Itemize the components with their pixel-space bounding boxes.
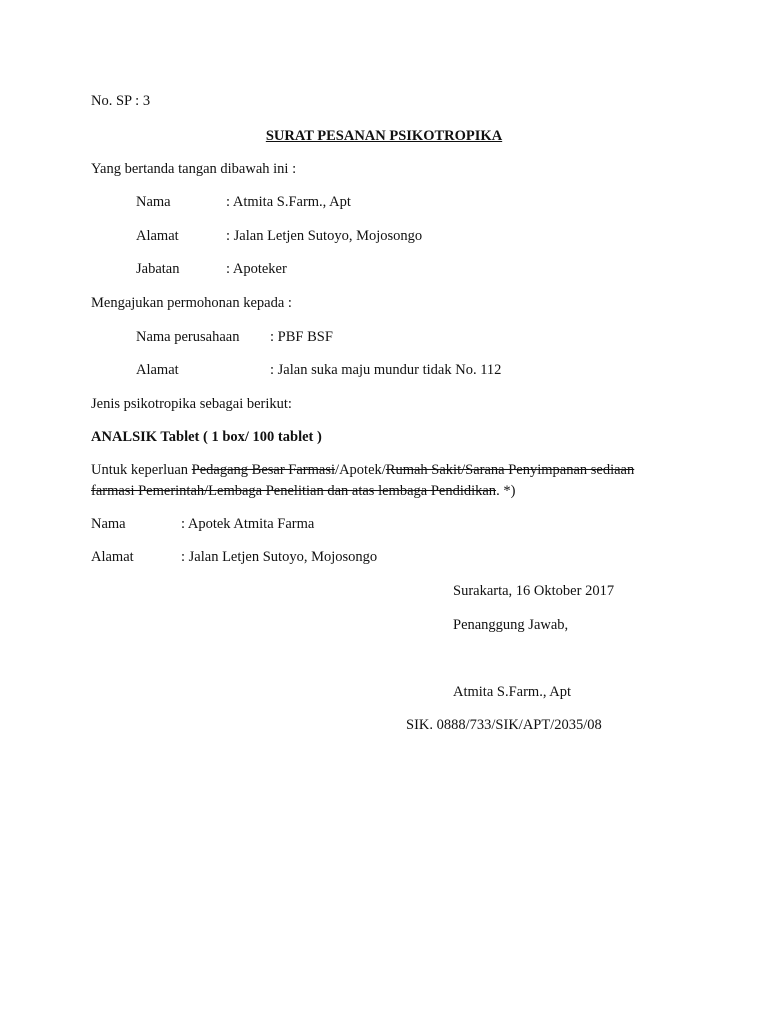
signature-role: Penanggung Jawab, (453, 617, 569, 633)
signature-license: SIK. 0888/733/SIK/APT/2035/08 (406, 717, 602, 733)
items-intro: Jenis psikotropika sebagai berikut: (91, 396, 292, 412)
signer-address-value: : Jalan Letjen Sutoyo, Mojosongo (226, 228, 423, 244)
company-address-value: : Jalan suka maju mundur tidak No. 112 (270, 362, 502, 378)
intro-text: Yang bertanda tangan dibawah ini : (91, 161, 297, 177)
purpose-struck-government: farmasi Pemerintah/Lembaga Penelitian dan atas lembaga Pendidikan (91, 483, 497, 499)
request-intro: Mengajukan permohonan kepada : (91, 295, 292, 311)
signature-place-date: Surakarta, 16 Oktober 2017 (453, 583, 615, 599)
recipient-address-value: : Jalan Letjen Sutoyo, Mojosongo (181, 549, 378, 565)
company-address-label: Alamat (136, 362, 179, 378)
purpose-line-1 (91, 461, 634, 479)
signature-name: Atmita S.Farm., Apt (453, 684, 572, 700)
purpose-struck-hospital: Rumah Sakit/Sarana Penyimpanan sediaan (385, 462, 635, 478)
company-name-value: : PBF BSF (270, 329, 333, 345)
item-line: ANALSIK Tablet ( 1 box/ 100 tablet ) (91, 429, 322, 445)
purpose-slash: / (335, 462, 340, 478)
company-name-label: Nama perusahaan (136, 329, 240, 345)
signer-name-value: : Atmita S.Farm., Apt (226, 194, 351, 210)
purpose-slash: / (381, 462, 386, 478)
signer-address-label: Alamat (136, 228, 179, 244)
recipient-name-label: Nama (91, 516, 126, 532)
recipient-name-value: : Apotek Atmita Farma (181, 516, 315, 532)
purpose-kept-option: Apotek (339, 462, 382, 478)
signer-position-label: Jabatan (136, 261, 180, 277)
signer-name-label: Nama (136, 194, 171, 210)
recipient-address-label: Alamat (91, 549, 134, 565)
purpose-suffix: . *) (496, 483, 516, 499)
signer-position-value: : Apoteker (226, 261, 287, 277)
document-title: SURAT PESANAN PSIKOTROPIKA (265, 128, 503, 144)
purpose-line-2 (91, 482, 515, 500)
document-number: No. SP : 3 (91, 93, 151, 109)
purpose-struck-wholesaler: Pedagang Besar Farmasi (191, 462, 336, 478)
purpose-prefix: Untuk keperluan (91, 462, 192, 478)
